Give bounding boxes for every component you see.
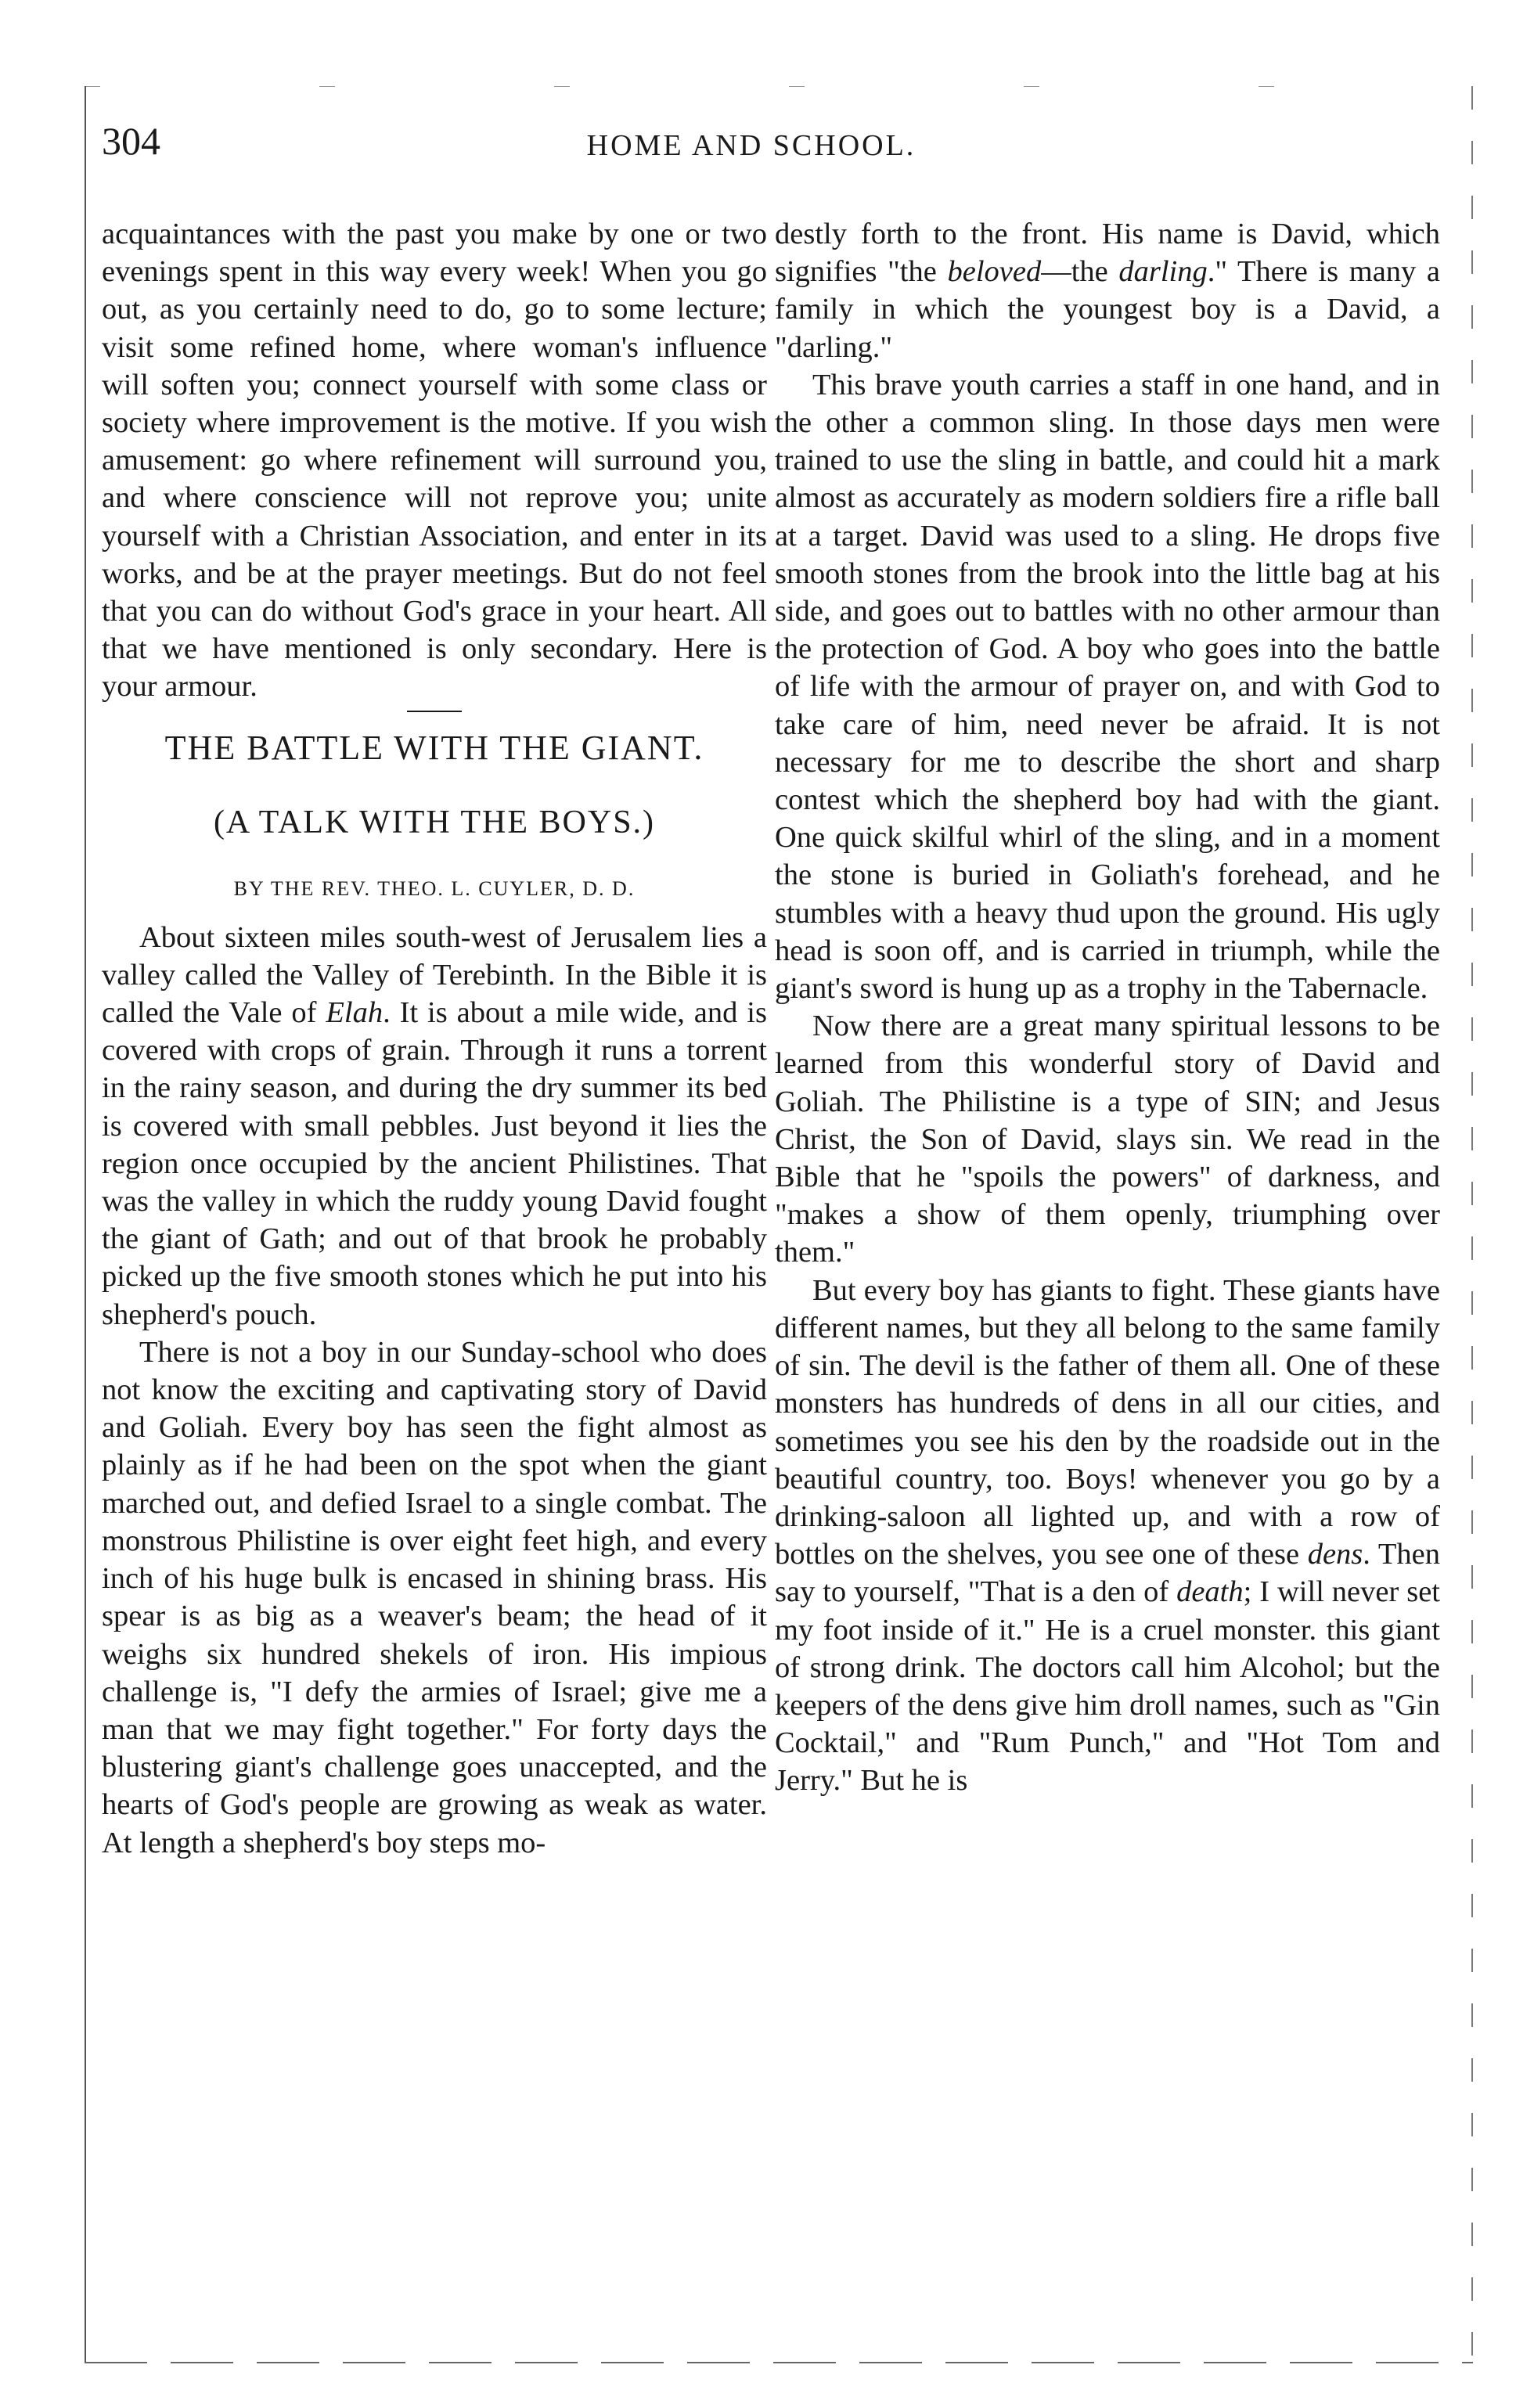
page-border-bottom	[85, 2362, 1473, 2363]
paragraph-continued: acquaintances with the past you make by one or two evenings spent in this way every week! When you go out, as you certainly need to do, go to some lecture; visit some refined home, where woman's influence will soften you; connect yourself with some class or society where improvement is the motive. If you wish amusement: go where refinement will surround you, and where conscience will not reprove you; unite yourself with a Christian Association, and enter in its works, and be at the prayer meetings. But do not feel that you can do without God's grace in your heart. All that we have mentioned is only secondary. Here is your armour.	[102, 218, 767, 704]
text-run: About sixteen miles south-west of Jerusalem lies a valley called the Valley of Terebinth. In the Bible it is called the Vale of	[102, 920, 767, 1030]
italic-text: darling	[1118, 255, 1208, 289]
paragraph: This brave youth carries a staff in one hand, and in the other a common sling. In those days men were trained to use the sling in battle, and could hit a mark almost as accurately as modern soldiers fire a rifle ball at a target. David was used to a sling. He drops five smooth stones from the brook into the little bag at his side, and goes out to battles with no other armour than the protection of God. A boy who goes into the battle of life with the armour of prayer on, and with God to take care of him, need never be afraid. It is not necessary for me to describe the short and sharp contest which the shepherd boy had with the giant. One quick skilful whirl of the sling, and in a moment the stone is buried in Goliath's forehead, and he stumbles with a heavy thud upon the ground. His ugly head is soon off, and is carried in triumph, while the giant's sword is hung up as a trophy in the Tabernacle.	[775, 368, 1440, 1006]
italic-text: death	[1176, 1575, 1244, 1609]
paragraph	[102, 919, 767, 1334]
article-subtitle: (A TALK WITH THE BOYS.)	[213, 804, 656, 840]
text-run: ." There is many a family in which the youngest boy is a David, a "darling."	[775, 255, 1440, 364]
text-run: destly forth to the front. His name is David, which signifies "the	[775, 218, 1440, 289]
text-run: ; I will never set my foot inside of it." He is a cruel monster. this giant of strong drink. The doctors call him Alcohol; but the keepers of the dens give him droll names, such as "Gin Cocktail," and "Rum Punch," and "Hot Tom and Jerry." But he is	[775, 1575, 1440, 1798]
text-run: But every boy has giants to fight. These giants have different names, but they all belong to the same family of sin. The devil is the father of them all. One of these monsters has hundreds of dens in all our cities, and sometimes you see his den by the roadside out in the beautiful country, too. Boys! whenever you go by a drinking-saloon all lighted up, and with a row of bottles on the shelves, you see one of these	[775, 1273, 1440, 1571]
page-number: 304	[102, 119, 160, 163]
text-run: . Then say to yourself, "That is a den of	[775, 1538, 1440, 1609]
page-border-left	[85, 86, 86, 2363]
italic-text: beloved	[947, 255, 1042, 289]
section-divider	[407, 711, 462, 712]
article-title: THE BATTLE WITH THE GIANT.	[164, 728, 704, 767]
paragraph: Now there are a great many spiritual lessons to be learned from this wonderful story of David and Goliah. The Philistine is a type of SIN; and Jesus Christ, the Son of David, slays sin. We read in the Bible that he "spoils the powers" of darkness, and "makes a show of them openly, triumphing over them."	[775, 1010, 1440, 1269]
running-title: HOME AND SCHOOL.	[586, 129, 916, 162]
italic-text: dens	[1307, 1538, 1363, 1571]
paragraph	[775, 1272, 1440, 1800]
left-column	[102, 215, 767, 1862]
text-run: . It is about a mile wide, and is covered with crops of grain. Through it runs a torrent in the rainy season, and during the dry summer its bed is covered with small pebbles. Just beyond it lies the region once occupied by the ancient Philistines. That was the valley in which the ruddy young David fought the giant of Gath; and out of that brook he probably picked up the five smooth stones which he put into his shepherd's pouch.	[102, 996, 767, 1331]
page-border-right	[1471, 86, 1473, 2363]
italic-text: Elah	[326, 996, 384, 1030]
byline: BY THE REV. THEO. L. CUYLER, D. D.	[233, 876, 636, 900]
right-column	[775, 215, 1440, 1800]
page-border-top	[85, 86, 1473, 87]
text-run: —the	[1041, 255, 1119, 289]
paragraph: There is not a boy in our Sunday-school who does not know the exciting and captivating story of David and Goliah. Every boy has seen the fight almost as plainly as if he had been on the spot when the giant marched out, and defied Israel to a single combat. The monstrous Philistine is over eight feet high, and every inch of his huge bulk is encased in shining brass. His spear is as big as a weaver's beam; the head of it weighs six hundred shekels of iron. His impious challenge is, "I defy the armies of Israel; give me a man that we may fight together." For forty days the blustering giant's challenge goes unaccepted, and the hearts of God's people are growing as weak as water. At length a shepherd's boy steps mo-	[102, 1335, 767, 1859]
paragraph-continued	[775, 215, 1440, 366]
